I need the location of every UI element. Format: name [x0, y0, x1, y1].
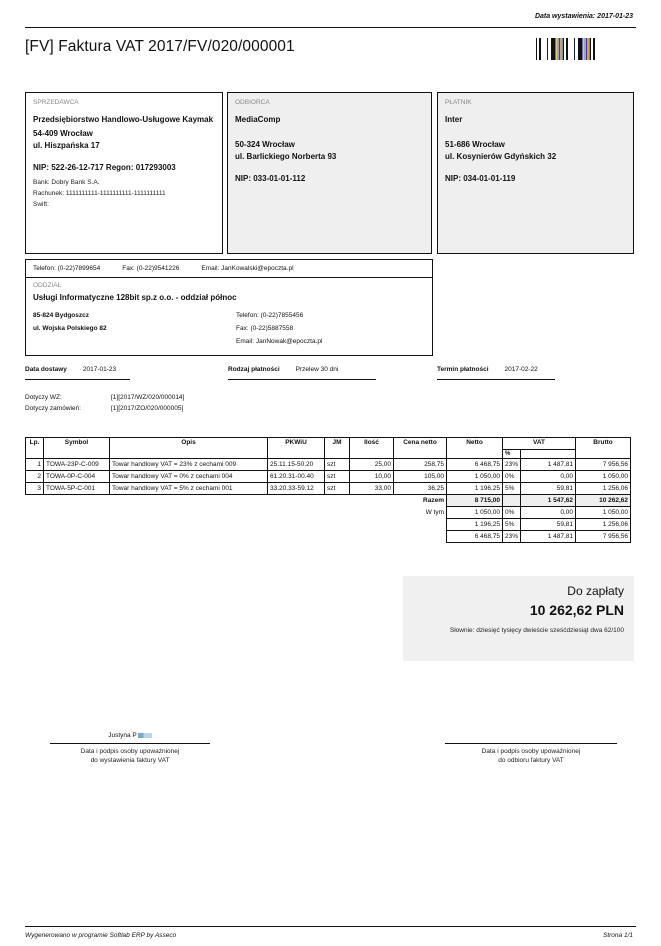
breakdown-brutto: 1 050,00 — [576, 507, 631, 519]
row-brutto: 1 256,06 — [576, 483, 631, 495]
payer-nip: NIP: 034-01-01-119 — [445, 174, 516, 183]
issuer-caption-2: do wystawienia faktury VAT — [90, 757, 170, 764]
col-cena: Cena netto — [394, 438, 447, 459]
branch-address — [33, 309, 236, 348]
receiver-caption-1: Data i podpis osoby upoważnionej — [481, 748, 581, 755]
breakdown-netto: 6 468,75 — [447, 531, 503, 543]
row-symbol: TOWA-0P-C-004 — [44, 471, 110, 483]
row-ilosc: 25,00 — [350, 459, 394, 471]
wz-value: [1][2017/WZ/020/000014] — [111, 394, 185, 401]
seller-bank: Bank: Dobry Bank S.A. — [33, 179, 100, 186]
branch-label: ODDZIAŁ — [33, 282, 62, 289]
payment-type-label: Rodzaj płatności — [228, 366, 280, 373]
row-cena: 105,00 — [394, 471, 447, 483]
header-divider — [25, 27, 636, 28]
table-row — [26, 483, 631, 495]
row-brutto: 1 050,00 — [576, 471, 631, 483]
row-netto: 1 196,25 — [447, 483, 503, 495]
payment-due-label: Termin płatności — [437, 366, 489, 373]
breakdown-row — [26, 507, 631, 519]
contact-row — [26, 260, 432, 278]
payer-address-line1: 51-686 Wrocław — [445, 140, 505, 149]
breakdown-vat-pct: 23% — [503, 531, 521, 543]
row-lp: 2 — [26, 471, 44, 483]
row-jm: szt — [325, 471, 350, 483]
breakdown-netto: 1 196,25 — [447, 519, 503, 531]
breakdown-vat: 59,81 — [521, 519, 576, 531]
seller-address-line1: 54-409 Wrocław — [33, 129, 93, 138]
branch-section — [26, 278, 432, 352]
issuer-name: Justyna P — [108, 731, 137, 739]
col-vat: VAT — [503, 438, 576, 450]
seller-address — [33, 128, 215, 152]
branch-address-line2: ul. Wojska Polskiego 82 — [33, 325, 107, 332]
delivery-date-field — [25, 366, 130, 380]
payer-label: PŁATNIK — [445, 99, 472, 106]
amount-due-value: 10 262,62 PLN — [529, 602, 624, 618]
row-pkwiu: 25.11.15-50.20 — [268, 459, 325, 471]
breakdown-vat: 1 487,81 — [521, 531, 576, 543]
buyer-label: ODBIORCA — [235, 99, 270, 106]
orders-label: Dotyczy zamówień: — [25, 405, 81, 412]
branch-fax: Fax: (0-22)5887558 — [236, 325, 294, 332]
branch-name: Usługi Informatyczne 128bit sp.z o.o. - oddział północ — [33, 293, 237, 302]
seller-account: Rachunek: 1111111111-1111111111-1111111111 — [33, 190, 166, 197]
references — [25, 392, 184, 414]
table-row — [26, 471, 631, 483]
branch-contact — [236, 309, 322, 348]
row-opis: Towar handlowy VAT = 23% z cechami 009 — [110, 459, 268, 471]
seller-address-line2: ul. Hiszpańska 17 — [33, 141, 100, 150]
col-brutto: Brutto — [576, 438, 631, 459]
buyer-name: MediaComp — [235, 115, 281, 124]
col-opis: Opis — [110, 438, 268, 459]
buyer-address-line1: 50-324 Wrocław — [235, 140, 295, 149]
barcode-icon — [536, 38, 634, 60]
row-lp: 3 — [26, 483, 44, 495]
amount-due-label: Do zapłaty — [567, 584, 624, 598]
contact-email: Email: JanKowalski@epoczta.pl — [201, 265, 294, 272]
amount-due-box — [403, 576, 634, 661]
breakdown-netto: 1 050,00 — [447, 507, 503, 519]
total-label: Razem — [423, 497, 444, 505]
row-pkwiu: 33.20.33-59.12 — [268, 483, 325, 495]
payment-due-field — [437, 366, 555, 380]
row-symbol: TOWA-5P-C-001 — [44, 483, 110, 495]
col-vat-amount — [521, 450, 576, 459]
buyer-address — [235, 139, 424, 163]
breakdown-brutto: 7 956,56 — [576, 531, 631, 543]
breakdown-brutto: 1 256,06 — [576, 519, 631, 531]
row-netto: 6 468,75 — [447, 459, 503, 471]
total-netto: 8 715,00 — [447, 495, 503, 507]
row-vat: 0,00 — [521, 471, 576, 483]
row-lp: 1 — [26, 459, 44, 471]
row-vat-pct: 0% — [503, 471, 521, 483]
footer-page-number: Strona 1/1 — [603, 932, 633, 939]
total-vat-pct — [503, 495, 521, 507]
delivery-date-value: 2017-01-23 — [82, 366, 117, 373]
document-title: [FV] Faktura VAT 2017/FV/020/000001 — [25, 38, 295, 55]
buyer-address-line2: ul. Barlickiego Norberta 93 — [235, 152, 337, 161]
buyer-nip: NIP: 033-01-01-112 — [235, 174, 306, 183]
col-vat-pct: % — [503, 450, 521, 459]
branch-phone: Telefon: (0-22)7855456 — [236, 312, 304, 319]
amount-in-words: Słownie: dziesięć tysięcy dwieście sześćdziesiąt dwa 62/100 — [449, 627, 624, 634]
row-pkwiu: 61.20.31-00.40 — [268, 471, 325, 483]
row-opis: Towar handlowy VAT = 0% z cechami 004 — [110, 471, 268, 483]
row-cena: 36,25 — [394, 483, 447, 495]
row-vat: 1 487,81 — [521, 459, 576, 471]
seller-label: SPRZEDAWCA — [33, 99, 79, 106]
seller-nip: NIP: 522-26-12-717 Regon: 017293003 — [33, 163, 176, 172]
issuer-signature-line — [50, 743, 210, 744]
seller-name: Przedsiębiorstwo Handlowo-Usługowe Kaymak — [33, 115, 214, 124]
seller-box — [25, 92, 223, 254]
seller-bank-info — [33, 177, 215, 210]
col-ilosc: Ilość — [350, 438, 394, 459]
row-vat-pct: 5% — [503, 483, 521, 495]
row-netto: 1 050,00 — [447, 471, 503, 483]
col-jm: JM — [325, 438, 350, 459]
breakdown-vat: 0,00 — [521, 507, 576, 519]
row-opis: Towar handlowy VAT = 5% z cechami 001 — [110, 483, 268, 495]
total-brutto: 10 262,62 — [576, 495, 631, 507]
col-pkwiu: PKWiU — [268, 438, 325, 459]
payer-box — [437, 92, 634, 254]
redacted-mark — [138, 733, 152, 738]
branch-address-line1: 85-824 Bydgoszcz — [33, 312, 89, 319]
contact-fax: Fax: (0-22)9541226 — [122, 265, 180, 272]
buyer-box — [227, 92, 432, 254]
row-cena: 258,75 — [394, 459, 447, 471]
breakdown-vat-pct: 0% — [503, 507, 521, 519]
col-netto: Netto — [447, 438, 503, 459]
contact-phone: Telefon: (0-22)7899654 — [33, 265, 101, 272]
breakdown-row — [26, 531, 631, 543]
seller-swift: Swift: — [33, 201, 49, 208]
payer-address-line2: ul. Kosynierów Gdyńskich 32 — [445, 152, 557, 161]
receiver-signature — [445, 729, 617, 765]
total-row — [26, 495, 631, 507]
receiver-signature-line — [445, 743, 617, 744]
payment-type-value: Przelew 30 dni — [295, 366, 339, 373]
breakdown-row — [26, 519, 631, 531]
row-symbol: TOWA-23P-C-009 — [44, 459, 110, 471]
breakdown-label: W tym — [425, 509, 444, 516]
contact-branch-box — [25, 259, 433, 356]
footer-divider — [25, 926, 636, 927]
row-brutto: 7 956,56 — [576, 459, 631, 471]
row-ilosc: 33,00 — [350, 483, 394, 495]
payment-due-value: 2017-02-22 — [504, 366, 538, 373]
row-jm: szt — [325, 459, 350, 471]
date-issued: Data wystawienia: 2017-01-23 — [534, 13, 633, 20]
footer-generated: Wygenerowano w programie Softlab ERP by Asseco — [25, 932, 177, 939]
total-vat: 1 547,62 — [521, 495, 576, 507]
table-row — [26, 459, 631, 471]
payer-name: Inter — [445, 115, 463, 124]
payer-address — [445, 139, 626, 163]
issuer-signature — [50, 729, 210, 765]
breakdown-vat-pct: 5% — [503, 519, 521, 531]
payment-type-field — [228, 366, 376, 380]
wz-reference — [25, 392, 184, 403]
orders-value: [1][2017/ZO/020/000005] — [111, 405, 184, 412]
row-jm: szt — [325, 483, 350, 495]
row-vat: 59,81 — [521, 483, 576, 495]
col-lp: Lp. — [26, 438, 44, 459]
branch-email: Email: JanNowak@epoczta.pl — [236, 338, 323, 345]
delivery-date-label: Data dostawy — [25, 366, 67, 373]
row-vat-pct: 23% — [503, 459, 521, 471]
receiver-caption-2: do odbioru faktury VAT — [498, 757, 564, 764]
row-ilosc: 10,00 — [350, 471, 394, 483]
items-table — [25, 437, 631, 543]
issuer-caption-1: Data i podpis osoby upoważnionej — [80, 748, 180, 755]
orders-reference — [25, 403, 184, 414]
col-symbol: Symbol — [44, 438, 110, 459]
wz-label: Dotyczy WZ: — [25, 394, 62, 401]
barcode-bar — [594, 38, 595, 60]
